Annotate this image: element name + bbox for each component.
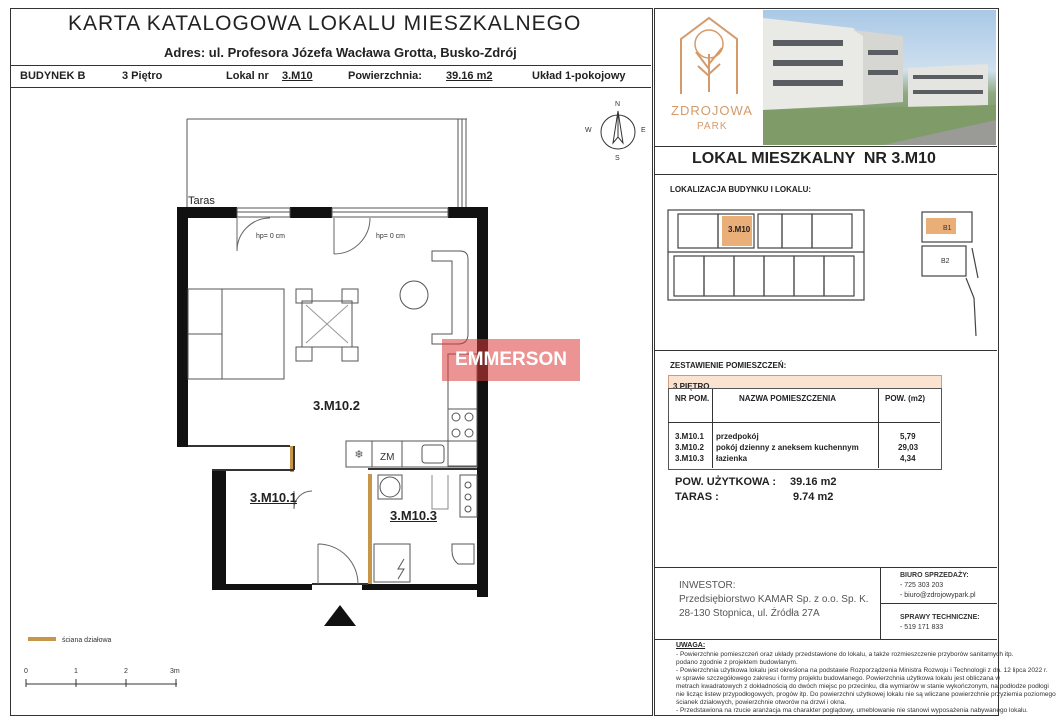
investor-line-2: 28-130 Stopnica, ul. Źródła 27A: [679, 608, 820, 619]
sales-divider: [880, 603, 997, 604]
rooms-header-nr: NR POM.: [675, 394, 710, 403]
unit-label: Lokal nr: [226, 70, 269, 82]
rooms-header-area: POW. (m2): [885, 394, 926, 403]
window-note-1: hp= 0 cm: [256, 233, 285, 240]
sales-label: BIURO SPRZEDAŻY:: [900, 572, 969, 579]
tech-label: SPRAWY TECHNICZNE:: [900, 614, 980, 621]
notes-block: [676, 651, 1056, 715]
compass-w: W: [585, 127, 592, 134]
rooms-header-name: NAZWA POMIESZCZENIA: [739, 394, 837, 403]
header-divider: [10, 65, 651, 66]
windows: [237, 208, 448, 217]
terrace-label: Taras: [188, 195, 215, 207]
legend-swatch: [28, 637, 56, 641]
render-drawing: [763, 10, 996, 145]
scale-tick-3: 3m: [170, 668, 180, 675]
room-row-2-area: 29,03: [898, 443, 919, 452]
note-line: - Powierzchnie pomieszczeń oraz układy przedstawione do lokalu, a także rozmieszczenie przyborów sanitarnych itp.: [676, 651, 1014, 658]
info-divider: [10, 87, 651, 88]
address-line: Adres: ul. Profesora Józefa Wacława Grotta, Busko-Zdrój: [164, 45, 517, 60]
zm-label: ZM: [380, 452, 395, 463]
rooms-col-divider-1: [712, 389, 713, 468]
room-row-3-area: 4,34: [900, 454, 916, 463]
zdrojowa-logo-icon: [676, 14, 742, 96]
scale-tick-0: 0: [24, 668, 28, 675]
building-label: BUDYNEK B: [20, 70, 86, 82]
scale-bar: [26, 679, 177, 687]
rooms-section-label: ZESTAWIENIE POMIESZCZEŃ:: [670, 361, 787, 370]
document-title: KARTA KATALOGOWA LOKALU MIESZKALNEGO: [68, 12, 582, 35]
sales-email[interactable]: - biuro@zdrojowypark.pl: [900, 592, 976, 599]
room-row-1-area: 5,79: [900, 432, 916, 441]
plan-divider: [654, 350, 997, 351]
note-line: nie licząc listew przypodłogowych, progów itp. Do powierzchni użytkowej lokalu nie są wliczane powierzchnie przyziemia poziomego: [676, 691, 1056, 698]
floor-band: [668, 375, 942, 389]
window-note-2: hp= 0 cm: [376, 233, 405, 240]
investor-label: INWESTOR:: [679, 580, 736, 591]
contact-divider: [654, 567, 997, 568]
room-row-1-nr: 3.M10.1: [675, 432, 704, 441]
note-line: podano zgodnie z projektem budowlanym.: [676, 659, 798, 666]
tech-phone[interactable]: - 519 171 833: [900, 624, 944, 631]
room-row-2-nr: 3.M10.2: [675, 443, 704, 452]
compass: [601, 111, 635, 149]
location-unit-tag: 3.M10: [728, 225, 751, 234]
brand-sub: PARK: [697, 121, 728, 132]
svg-text:❄: ❄: [354, 449, 364, 461]
scale-tick-2: 2: [124, 668, 128, 675]
usable-area-label: POW. UŻYTKOWA :: [675, 476, 777, 488]
layout-label: Układ 1-pokojowy: [532, 70, 626, 82]
note-line: w sprawie szczegółowego zakresu i formy projektu budowlanego. Powierzchnia użytkowa lokalu jest obliczana w: [676, 675, 1001, 682]
entrance-arrow: [324, 605, 356, 626]
site-tag-b2: B2: [941, 258, 950, 265]
site-tag-b1: B1: [943, 225, 952, 232]
brand-name: ZDROJOWA: [671, 103, 753, 118]
sales-phone[interactable]: - 725 303 203: [900, 582, 944, 589]
investor-line-1: Przedsiębiorstwo KAMAR Sp. z o.o. Sp. K.: [679, 594, 869, 605]
dining-table: [296, 289, 358, 361]
bed: [188, 289, 284, 379]
floor-label: 3 Piętro: [122, 70, 163, 82]
compass-n: N: [615, 101, 621, 108]
building-render: [763, 10, 996, 145]
compass-e: E: [641, 127, 646, 134]
notes-label: UWAGA:: [676, 642, 706, 649]
entrance-door: [294, 491, 358, 584]
terrace-area-label: TARAS :: [675, 491, 719, 503]
sofa: [432, 251, 468, 344]
area-label: Powierzchnia:: [348, 70, 422, 82]
unit-value: 3.M10: [282, 70, 313, 82]
floor-band-label: 3 PIĘTRO: [673, 382, 710, 391]
terrace-area-value: 9.74 m2: [793, 491, 834, 503]
logo-divider: [654, 146, 997, 147]
round-table: [400, 281, 428, 309]
room-row-2-name: pokój dzienny z aneksem kuchennym: [716, 443, 859, 452]
room-label-2: 3.M10.2: [313, 398, 360, 413]
location-label: LOKALIZACJA BUDYNKU I LOKALU:: [670, 185, 812, 194]
note-line: ścianek działowych, powierzchnie otworów na drzwi i okna.: [676, 699, 847, 706]
scale-tick-1: 1: [74, 668, 78, 675]
notes-divider: [654, 639, 997, 640]
room-row-3-nr: 3.M10.3: [675, 454, 704, 463]
note-line: metrach kwadratowych z dokładnością do dwóch miejsc po przecinku, dla wymiarów w stanie wykończonym, na podłodze podłogi: [676, 683, 1049, 690]
building-location-plan: [666, 208, 870, 303]
bathroom-fixtures: [374, 475, 477, 582]
note-line: - Powierzchnia użytkowa lokalu jest określona na podstawie Rozporządzenia Ministra Rozwoju i Technologii z dn. 12 lipca 2022 r.: [676, 667, 1048, 674]
room-row-1-name: przedpokój: [716, 432, 759, 441]
unit-title: LOKAL MIESZKALNY NR 3.M10: [692, 150, 936, 167]
watermark-text: EMMERSON: [455, 349, 567, 370]
usable-area-value: 39.16 m2: [790, 476, 837, 488]
room-row-3-name: łazienka: [716, 454, 748, 463]
watermark: [442, 339, 580, 381]
terrace-area: [187, 119, 467, 207]
area-value: 39.16 m2: [446, 70, 493, 82]
note-line: - Przedstawiona na rzucie aranżacja ma charakter poglądowy, umeblowanie nie stanowi wyposażenia nabywanego lokalu.: [676, 707, 1028, 714]
room-label-3: 3.M10.3: [390, 508, 437, 523]
compass-s: S: [615, 155, 620, 162]
legend-label: ściana działowa: [62, 637, 112, 644]
title-divider: [654, 174, 997, 175]
rooms-header-divider: [668, 422, 940, 423]
room-label-1: 3.M10.1: [250, 490, 297, 505]
rooms-col-divider-2: [878, 389, 879, 468]
